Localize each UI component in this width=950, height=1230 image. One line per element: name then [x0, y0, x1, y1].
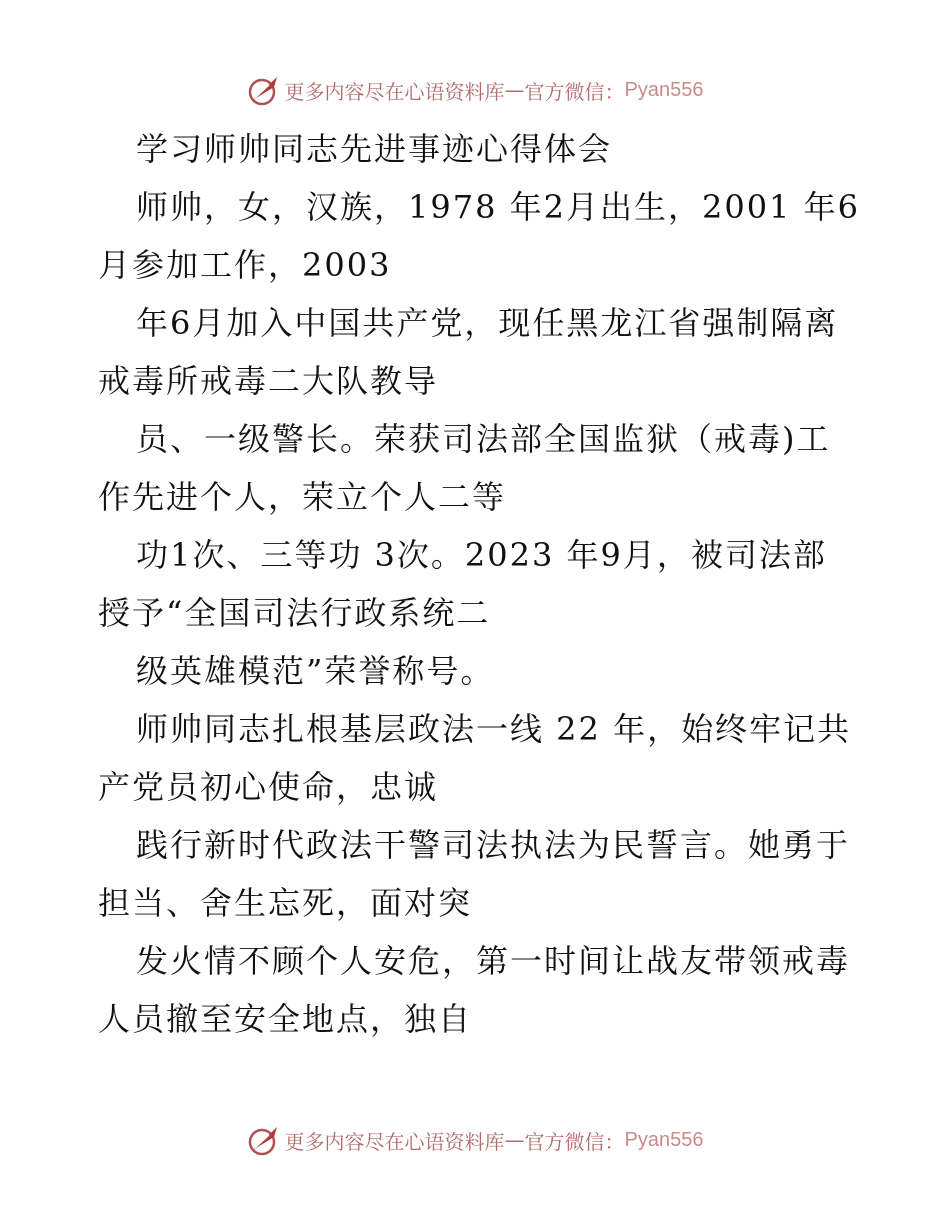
- text-line: 产党员初心使命，忠诚: [98, 768, 439, 806]
- banner-wechat-label: 官方微信：: [524, 1129, 625, 1154]
- text-line: 担当、舍生忘死，面对突: [98, 884, 473, 922]
- document-body: [98, 120, 858, 1048]
- banner-separator: —: [504, 1128, 525, 1152]
- text-line: 践行新时代政法干警司法执法为民誓言。她勇于: [136, 826, 851, 864]
- footer-banner: [0, 1120, 950, 1160]
- quill-logo-icon: [247, 1123, 281, 1157]
- text-line: 学习师帅同志先进事迹心得体会: [136, 130, 613, 168]
- text-line: 戒毒所戒毒二大队教导: [98, 362, 439, 400]
- banner-separator: —: [504, 78, 525, 102]
- header-banner: [0, 70, 950, 110]
- banner-site-name: 更多内容尽在心语资料库: [284, 1129, 505, 1154]
- text-line: 师帅同志扎根基层政法一线 22 年，始终牢记共: [136, 710, 852, 748]
- text-line: 授予“全国司法行政系统二: [98, 594, 491, 632]
- banner-wechat-label: 官方微信：: [524, 79, 625, 104]
- text-line: 作先进个人，荣立个人二等: [98, 478, 507, 516]
- banner-wechat-id: Pyan556: [624, 78, 704, 101]
- text-line: 发火情不顾个人安危，第一时间让战友带领戒毒: [136, 942, 851, 980]
- text-line: 员、一级警长。荣获司法部全国监狱（戒毒)工: [136, 420, 831, 458]
- text-line: 年6月加入中国共产党，现任黑龙江省强制隔离: [136, 304, 839, 342]
- text-line: 功1次、三等功 3次。2023 年9月，被司法部: [136, 536, 827, 574]
- text-line: 师帅，女，汉族，1978 年2月出生，2001 年6: [136, 188, 860, 226]
- quill-logo-icon: [247, 73, 281, 107]
- banner-wechat-id: Pyan556: [624, 1128, 704, 1151]
- text-line: 人员撤至安全地点，独自: [98, 1000, 473, 1038]
- text-line: 月参加工作，2003: [98, 246, 392, 284]
- text-line: 级英雄模范”荣誉称号。: [136, 652, 495, 690]
- banner-site-name: 更多内容尽在心语资料库: [284, 79, 505, 104]
